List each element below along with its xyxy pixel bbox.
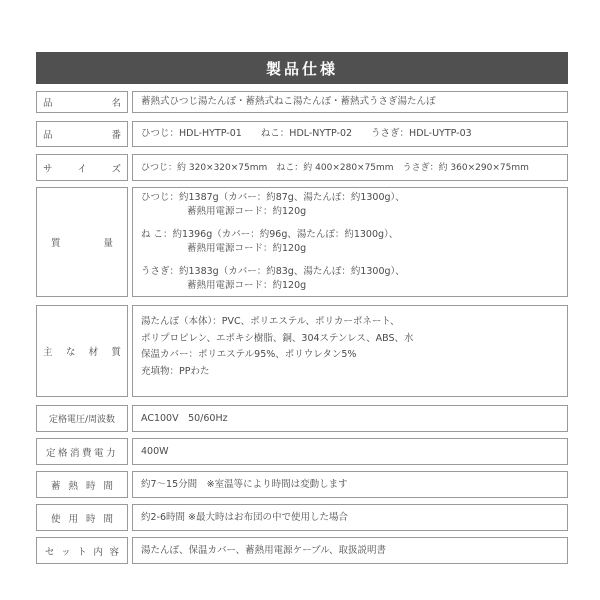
product-name-label: 品 名 bbox=[36, 91, 128, 113]
use-time-label: 使 用 時 間 bbox=[36, 504, 128, 531]
heat-time-label: 蓄 熱 時 間 bbox=[36, 471, 128, 498]
heat-time-value: 約7～15分間 ※室温等により時間は変動します bbox=[132, 471, 568, 498]
power-value: 400W bbox=[132, 438, 568, 465]
materials-line-1: 湯たんぽ（本体）：PVC、ポリエステル、ポリカーボネート、 bbox=[141, 316, 400, 327]
weight-usagi-cord: 蓄熱用電源コード：約120g bbox=[187, 280, 307, 291]
size-label: サ イ ズ bbox=[36, 154, 128, 181]
spec-row-model-number bbox=[36, 121, 568, 147]
product-name-value: 蓄熱式ひつじ湯たんぽ・蓄熱式ねこ湯たんぽ・蓄熱式うさぎ湯たんぽ bbox=[132, 91, 568, 113]
spec-title: 製品仕様 bbox=[36, 52, 568, 84]
set-contents-value: 湯たんぽ、保温カバー、蓄熱用電源ケーブル、取扱説明書 bbox=[132, 537, 568, 564]
weight-label: 質 量 bbox=[36, 187, 128, 297]
power-label: 定格消費電力 bbox=[36, 438, 128, 465]
spec-row-use-time bbox=[36, 504, 568, 531]
weight-neko: ね こ：約1396g（カバー：約96g、湯たんぽ：約1300g）、 bbox=[141, 229, 399, 240]
weight-hitsuji-cord: 蓄熱用電源コード：約120g bbox=[187, 206, 307, 217]
model-number-label: 品 番 bbox=[36, 121, 128, 147]
spec-row-size bbox=[36, 154, 568, 181]
materials-value bbox=[132, 305, 568, 397]
materials-label: 主 な 材 質 bbox=[36, 305, 128, 397]
weight-value bbox=[132, 187, 568, 297]
spec-row-power bbox=[36, 438, 568, 465]
weight-usagi: うさぎ：約1383g（カバー：約83g、湯たんぽ：約1300g）、 bbox=[141, 266, 405, 277]
spec-row-materials bbox=[36, 305, 568, 397]
spec-row-weight bbox=[36, 187, 568, 297]
size-value: ひつじ：約 320×320×75mm ねこ：約 400×280×75mm うさぎ：約 360×290×75mm bbox=[132, 154, 568, 181]
voltage-label: 定格電圧/周波数 bbox=[36, 405, 128, 432]
spec-row-voltage bbox=[36, 405, 568, 432]
materials-line-3: 保温カバー：ポリエステル95%、ポリウレタン5% bbox=[141, 349, 357, 360]
use-time-value: 約2-6時間 ※最大時はお布団の中で使用した場合 bbox=[132, 504, 568, 531]
weight-neko-cord: 蓄熱用電源コード：約120g bbox=[187, 243, 307, 254]
materials-line-4: 充填物：PPわた bbox=[141, 365, 210, 377]
materials-line-2: ポリプロピレン、エポキシ樹脂、銅、304ステンレス、ABS、水 bbox=[141, 332, 414, 344]
model-number-value: ひつじ：HDL-HYTP-01 ねこ：HDL-NYTP-02 うさぎ：HDL-UYTP-03 bbox=[132, 121, 568, 147]
voltage-value: AC100V 50/60Hz bbox=[132, 405, 568, 432]
spec-row-set-contents bbox=[36, 537, 568, 564]
weight-hitsuji: ひつじ：約1387g（カバー：約87g、湯たんぽ：約1300g）、 bbox=[141, 192, 405, 203]
set-contents-label: セ ッ ト 内 容 bbox=[36, 537, 128, 564]
spec-row-product-name bbox=[36, 91, 568, 113]
spec-row-heat-time bbox=[36, 471, 568, 498]
